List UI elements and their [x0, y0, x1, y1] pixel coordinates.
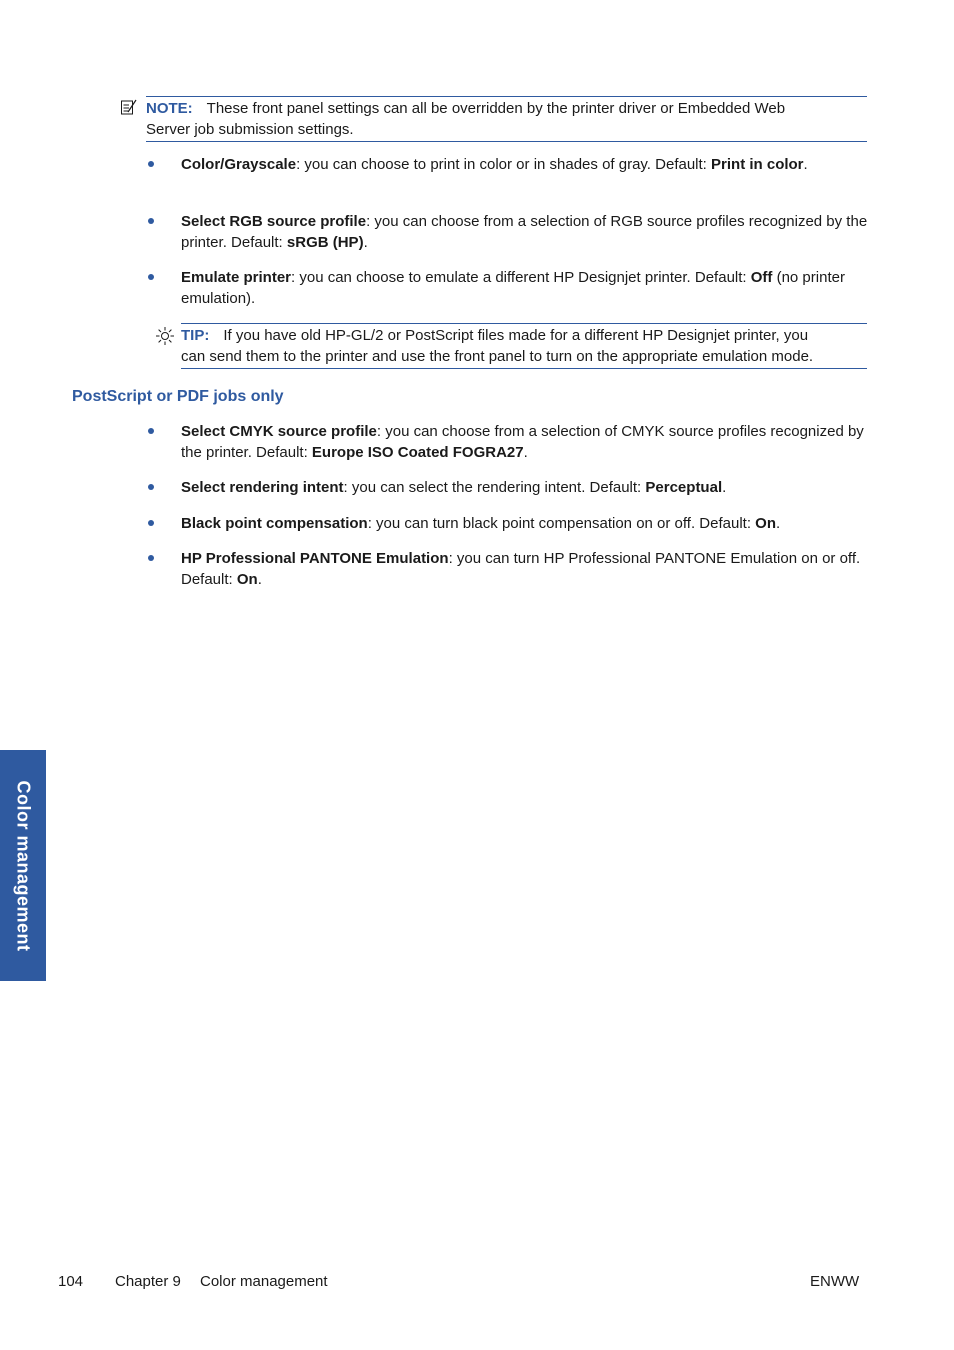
item-text: : you can select the rendering intent. Default: — [343, 479, 646, 496]
item-text: : you can choose from a selection of RGB source profiles recognized by the printer. Default: — [181, 213, 868, 251]
side-tab-label: Color management — [13, 779, 34, 952]
tip-line-1 — [181, 325, 867, 346]
list-item — [181, 211, 869, 253]
page-number: 104 — [58, 1273, 84, 1290]
item-term: Select rendering intent — [181, 479, 344, 496]
item-default: Europe ISO Coated FOGRA27 — [311, 444, 524, 461]
item-after: . — [803, 156, 808, 173]
item-term: Select CMYK source profile — [181, 423, 377, 440]
item-default: On — [236, 571, 258, 588]
item-text: : you can choose to emulate a different HP Designjet printer. Default: — [291, 269, 751, 286]
list-item — [181, 477, 869, 498]
item-after: (no printer emulation). — [181, 269, 845, 307]
footer-chapter-title: Color management — [200, 1273, 328, 1290]
list-item — [181, 154, 869, 175]
list-item — [181, 421, 869, 463]
item-after: . — [722, 479, 727, 496]
lightbulb-icon — [155, 326, 175, 346]
bullet-dot — [148, 428, 154, 434]
note-box — [146, 96, 867, 142]
item-term: Emulate printer — [181, 269, 292, 286]
chapter-side-tab — [0, 750, 46, 981]
item-text: : you can turn black point compensation on or off. Default: — [367, 515, 756, 532]
note-icon — [120, 98, 138, 116]
bullet-dot — [148, 218, 154, 224]
item-default: Print in color — [711, 156, 804, 173]
bullet-dot — [148, 484, 154, 490]
bullet-dot — [148, 520, 154, 526]
item-term: Color/Grayscale — [181, 156, 297, 173]
item-default: Off — [750, 269, 773, 286]
item-after: . — [776, 515, 781, 532]
tip-box — [181, 323, 867, 369]
item-after: . — [257, 571, 262, 588]
item-default: On — [755, 515, 776, 532]
note-line-1 — [146, 98, 867, 119]
item-after: . — [363, 234, 368, 251]
note-text-1: These front panel settings can all be overridden by the printer driver or Embedded Web — [206, 100, 786, 117]
footer-enww: ENWW — [810, 1273, 860, 1290]
tip-label: TIP: — [181, 327, 210, 344]
list-item — [181, 548, 869, 590]
item-text: : you can choose from a selection of CMYK source profiles recognized by the printer. Default: — [181, 423, 864, 461]
item-default: Perceptual — [645, 479, 723, 496]
list-item — [181, 513, 869, 534]
item-after: . — [523, 444, 528, 461]
bullet-dot — [148, 555, 154, 561]
item-term: Black point compensation — [181, 515, 368, 532]
note-line-2: Server job submission settings. — [146, 121, 354, 138]
item-default: sRGB (HP) — [286, 234, 364, 251]
list-item — [181, 267, 869, 309]
section-heading: PostScript or PDF jobs only — [72, 388, 284, 405]
tip-line-2: can send them to the printer and use the front panel to turn on the appropriate emulation mode. — [181, 348, 814, 365]
item-text: : you can turn HP Professional PANTONE Emulation on or off. Default: — [181, 550, 861, 588]
item-term: HP Professional PANTONE Emulation — [181, 550, 449, 567]
item-term: Select RGB source profile — [181, 213, 367, 230]
tip-text-1: If you have old HP-GL/2 or PostScript files made for a different HP Designjet printer, you — [223, 327, 809, 344]
bullet-dot — [148, 274, 154, 280]
note-label: NOTE: — [146, 100, 193, 117]
item-text: : you can choose to print in color or in shades of gray. Default: — [296, 156, 712, 173]
bullet-dot — [148, 161, 154, 167]
footer-chapter: Chapter 9 — [115, 1273, 181, 1290]
